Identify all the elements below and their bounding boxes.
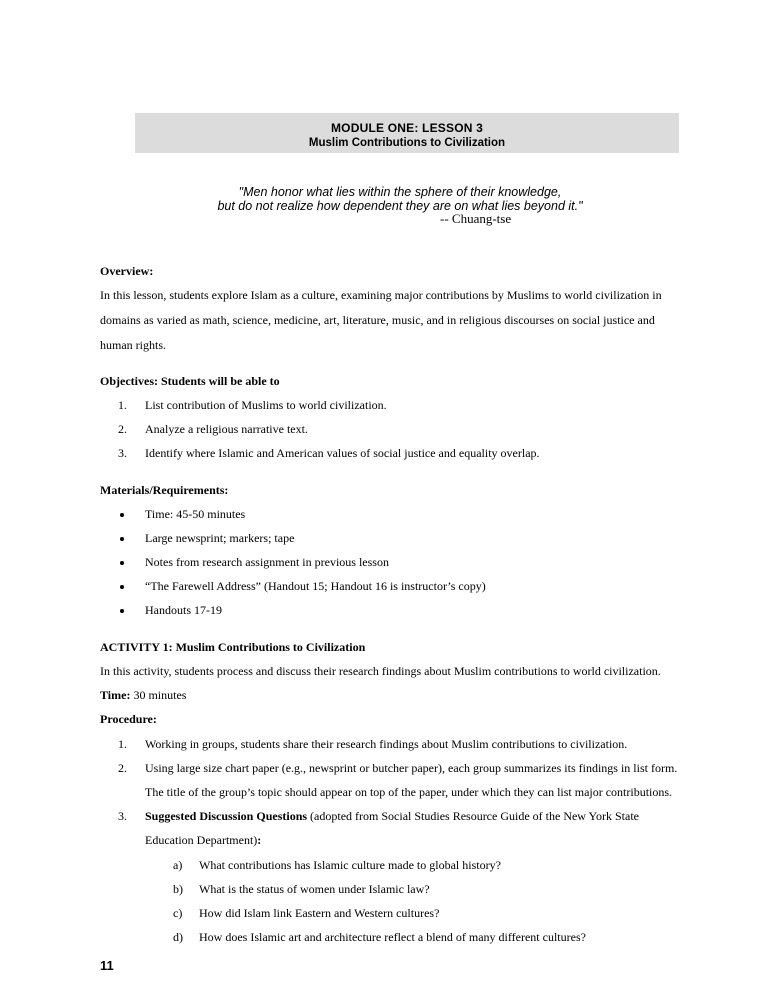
page-number: 11 (100, 958, 114, 973)
time-label: Time: (100, 688, 131, 702)
epigraph-line-2: but do not realize how dependent they are on what lies beyond it." (217, 199, 583, 213)
material-item: Handouts 17-19 (145, 603, 222, 617)
epigraph-author: -- Chuang-tse (440, 211, 512, 226)
step-text-rest: (adopted from Social Studies Resource Guide of the New York State (307, 809, 639, 823)
step-number: 2. (118, 761, 127, 775)
objective-number: 1. (118, 398, 127, 412)
materials-heading: Materials/Requirements: (100, 483, 229, 497)
step-text (145, 833, 261, 848)
overview-line: In this lesson, students explore Islam as a culture, examining major contributions by Muslims to world civilization in (100, 288, 662, 302)
activity-time (100, 688, 186, 703)
bullet-icon (120, 537, 124, 541)
step-bold-label: Suggested Discussion Questions (145, 809, 308, 823)
step-colon: : (257, 833, 262, 847)
objective-text: Analyze a religious narrative text. (145, 422, 308, 436)
objective-number: 2. (118, 422, 127, 436)
lesson-title: Muslim Contributions to Civilization (308, 137, 506, 149)
question-text: What is the status of women under Islamic law? (199, 882, 430, 896)
procedure-heading: Procedure: (100, 712, 157, 726)
step-text: Using large size chart paper (e.g., newsprint or butcher paper), each group summarizes its findings in list form. (145, 761, 678, 775)
epigraph-line-1: "Men honor what lies within the sphere of their knowledge, (238, 185, 562, 199)
time-value: 30 minutes (130, 688, 187, 702)
question-text: How does Islamic art and architecture reflect a blend of many different cultures? (199, 930, 586, 944)
question-text: How did Islam link Eastern and Western cultures? (199, 906, 440, 920)
objective-text: List contribution of Muslims to world civilization. (145, 398, 387, 412)
material-item: Time: 45-50 minutes (145, 507, 246, 521)
question-letter: a) (173, 858, 183, 872)
material-item: “The Farewell Address” (Handout 15; Handout 16 is instructor’s copy) (145, 579, 486, 593)
bullet-icon (120, 513, 124, 517)
material-item: Notes from research assignment in previous lesson (145, 555, 389, 569)
overview-line: domains as varied as math, science, medicine, art, literature, music, and in religious discourses on social justice and (100, 313, 655, 327)
question-letter: c) (173, 906, 183, 920)
step-text: The title of the group’s topic should appear on top of the paper, under which they can list major contributions. (145, 785, 673, 799)
bullet-icon (120, 561, 124, 565)
bullet-icon (120, 609, 124, 613)
activity-intro: In this activity, students process and discuss their research findings about Muslim contributions to world civilization. (100, 664, 661, 678)
question-letter: d) (173, 930, 183, 944)
question-letter: b) (173, 882, 183, 896)
objective-text: Identify where Islamic and American values of social justice and equality overlap. (145, 446, 540, 460)
step-text-rest: Education Department) (145, 833, 258, 847)
activity-heading: ACTIVITY 1: Muslim Contributions to Civilization (100, 640, 366, 654)
title-banner (135, 113, 679, 153)
overview-heading: Overview: (100, 264, 154, 278)
objective-number: 3. (118, 446, 127, 460)
module-heading: MODULE ONE: LESSON 3 (330, 121, 483, 135)
step-text (145, 809, 639, 824)
step-number: 1. (118, 737, 127, 751)
overview-line: human rights. (100, 338, 166, 352)
bullet-icon (120, 585, 124, 589)
objectives-heading: Objectives: Students will be able to (100, 374, 280, 388)
material-item: Large newsprint; markers; tape (145, 531, 295, 545)
question-text: What contributions has Islamic culture made to global history? (199, 858, 501, 872)
step-text: Working in groups, students share their research findings about Muslim contributions to civilization. (145, 737, 628, 751)
step-number: 3. (118, 809, 127, 823)
